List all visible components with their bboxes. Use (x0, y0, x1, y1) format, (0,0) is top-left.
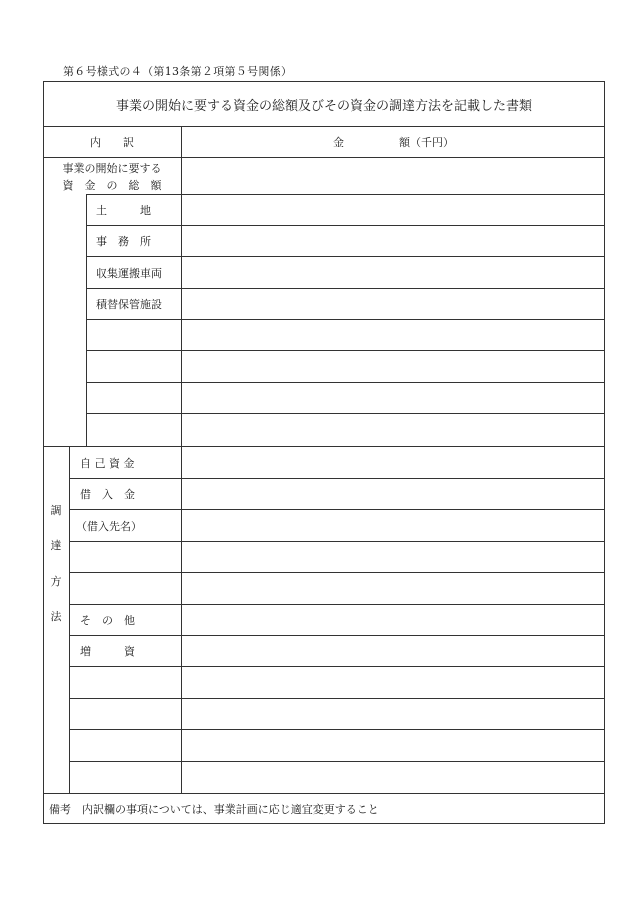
item-office: 事 務 所 (96, 235, 151, 248)
row-line (86, 382, 605, 383)
funding-method-char: 調 (50, 504, 62, 517)
row-line (69, 698, 605, 699)
row-line (69, 572, 605, 573)
indent-line (69, 446, 70, 793)
indent-line (86, 194, 87, 446)
amount-column-header: 金 額（千円） (333, 136, 454, 149)
item-land: 土 地 (96, 204, 151, 217)
funding-method-vertical-label (43, 502, 69, 624)
item-collection-vehicles: 収集運搬車両 (96, 266, 162, 280)
total-funds-label-line1: 事業の開始に要する (62, 162, 162, 175)
item-capital-increase: 増 資 (80, 645, 135, 658)
row-line (69, 604, 605, 605)
row-line (86, 350, 605, 351)
item-own-funds: 自 己 資 金 (80, 456, 135, 470)
funding-method-char: 法 (50, 609, 62, 623)
form-number-label: 第６号様式の４（第13条第２項第５号関係） (63, 65, 293, 78)
row-line (69, 729, 605, 730)
row-line (86, 288, 605, 289)
funding-method-char: 方 (50, 574, 62, 588)
remarks-note: 備考 内訳欄の事項については、事業計画に応じ適宜変更すること (49, 803, 379, 816)
total-funds-amount-cell[interactable] (182, 158, 605, 194)
total-funds-label (43, 160, 181, 194)
row-line (86, 413, 605, 414)
row-line (86, 319, 605, 320)
row-line (69, 478, 605, 479)
item-transfer-storage-facility: 積替保管施設 (96, 298, 162, 311)
document-title: 事業の開始に要する資金の総額及びその資金の調達方法を記載した書類 (115, 98, 532, 114)
row-line (69, 541, 605, 542)
funding-method-char: 達 (50, 539, 62, 553)
breakdown-column-header: 内 訳 (90, 136, 134, 149)
total-funds-label-line2: 資 金 の 総 額 (62, 179, 162, 192)
row-line (69, 761, 605, 762)
item-borrowings: 借 入 金 (80, 488, 135, 501)
row-line (86, 256, 605, 257)
row-line (69, 635, 605, 636)
row-line (69, 509, 605, 510)
item-lender-name: （借入先名） (76, 519, 142, 533)
column-line (181, 126, 182, 793)
row-line (69, 666, 605, 667)
row-line (181, 194, 605, 195)
item-other: そ の 他 (80, 614, 135, 627)
row-line (86, 225, 605, 226)
